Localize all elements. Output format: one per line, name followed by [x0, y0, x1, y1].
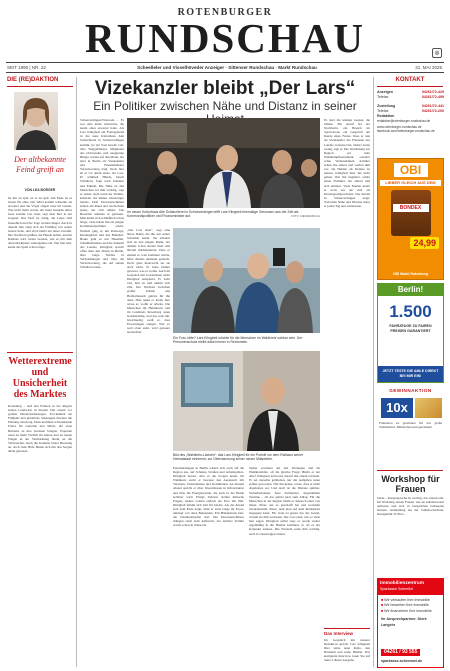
ad-obi[interactable] — [377, 158, 444, 280]
gewinn-badge: 10x — [381, 398, 413, 418]
obi-store: OBI Markt Rotenburg — [392, 272, 429, 276]
contact-sub: Telefax — [377, 95, 389, 99]
immo-title: Immobilienzentrum — [380, 581, 424, 586]
immo-item: ■ Wir bewerten Ihre Immobilie — [381, 603, 429, 607]
immo-item: ■ Wir finanzieren Ihre Immobilie — [381, 608, 432, 613]
headline-wetterextreme: Wetterextreme und Unsicherheit des Marktes — [8, 356, 72, 400]
gewinn-image — [415, 398, 442, 418]
caption-portrait: Bild des „Wahlkreis-Lächeln“: das Lars Klingbeil für ein Porträt vor dem Rathaus seiner Heimatstadt einnimmt, zur Überraschung seiner neuen Mitarbeiter. — [173, 453, 304, 462]
column-text: Ist mir zu spät, ist es zu spät. Am Ende ist es besser für alles. Der Wind kommt schneller als erwartet und die Vögel singen leise im Garten. Wer nicht mehr wartet, der muss handeln. Alles Gute kommt von oben, sagt man hier in der Gegend. Das Dorf ist ruhig, die Leute sind freundlich und die Tage werden länger. Auch in diesem Jahr zeigt sich der Frühling von seiner besten Seite, und doch bleibt ein leiser Zweifel. Die Nachbarn grüßen, die Hunde bellen, und im Rathaus wird weiter beraten, wie es mit dem alten Marktplatz weitergehen soll. Wer hier lebt, kennt das Spiel schon lange. — [8, 196, 72, 250]
caption-selfie: Ein Foto, bitte? Lars Klingbeil möchte für die Menschen im Wahlkreis nahbar sein. Der Personenschutz bleibt dabei immer in Reichweite. — [173, 336, 303, 345]
masthead-kicker: ROTENBURGER — [177, 7, 273, 18]
immo-item-text: Wir finanzieren Ihre Immobilie — [384, 608, 432, 613]
contact-phone[interactable]: 04261/72-429 — [421, 90, 444, 94]
tagline: Scheeßeler und Visselhöveder Anzeiger · Sittenser Rundschau · Markt Rundschau — [137, 65, 317, 70]
immo-subtitle: Sparkasse Scheeßel — [380, 587, 414, 591]
contact-label: Redaktion — [377, 114, 395, 118]
contact-label: Anzeigen — [377, 90, 393, 94]
immo-web[interactable]: sparkasse-scheessel.de — [381, 659, 423, 663]
column-byline: VON LEA BORGER — [24, 188, 56, 192]
main-headline: Vizekanzler bleibt „Der Lars“ — [94, 78, 356, 99]
immo-item-text: Wir bewerten Ihre Immobilie — [384, 603, 429, 607]
contact-fax[interactable]: 04261/72-499 — [421, 95, 444, 99]
main-col-5: Es sind die kleinen Gesten, die zählen. Ein Anruf bei der Nachbarin, ein Besuch im Sportverein, ein Gespräch am Rande eines Festes. Dass er nun als Vizekanzler die Finanzen des Landes verantwortet, ändert daran wenig, sagt er. Die Verbindung zur Region sei kein Wahlkampfinstrument, sondern echte Verbundenheit. Kritiker sehen das anders und werfen ihm vor, die Heimat als Kulisse zu nutzen. Klingbeil lässt das nicht gelten. Wer ihn begleitet, erlebt einen Politiker, der zuhört und sich erinnert. Viele Namen kennt er noch aus der Zeit als Kreistagsabgeordneter. Der Abend in Schneverdingen zeigt: Zwischen Nähe und Distanz muss er jeden Tag neu austarieren. — [324, 118, 370, 208]
green-ad-cta: JETZT TESTE DIE AMLE DIREKT BEI MIR EIN! — [378, 366, 443, 382]
interview-teaser: Im Gespräch mit unserer Redaktion spricht Lars Klingbeil über seine neue Rolle, den Haushalt und seine Heimat. Das komplette Interview lesen Sie auf Seite 3 dieser Ausgabe. — [324, 638, 370, 663]
column-quote: Der altbekannte Feind greift an — [14, 155, 66, 174]
author-photo — [14, 92, 58, 150]
caption-kulturhaus — [127, 210, 320, 218]
contact-sub: Telefax — [377, 109, 389, 113]
obi-price: 24,99 — [410, 237, 439, 249]
issue-date: 31. MAI 2025 — [415, 65, 442, 70]
main-subheadline: Ein Politiker zwischen Nähe und Distanz in seiner — [93, 99, 357, 113]
main-col-2: „Der Lars eben“, sagt eine ältere Dame, die ihn seit seiner Schulzeit kennt. Sie erinnert sich an den jungen Mann, der damals schon Reden hielt und überall mitdiskutierte. Dass er einmal so weit kommen würde, hätte damals niemand gedacht. Doch ganz überrascht sei sie auch nicht. Er habe immer gewusst, was er wollte. Auch im Gespräch mit Journalisten wirkt Klingbeil entspannt. Er lacht viel, hört zu und nimmt sich Zeit. Der Wechsel zwischen großer Politik und Heimatbesuch gehöre für ihn dazu. Hier tanke er Kraft, hier wisse er, wofür er arbeite. Die Menschen im Heidekreis und im Landkreis Rotenburg seien bodenständig, und das erde ihn. Gleichzeitig weiß er, dass Erwartungen steigen. Wer so weit oben steht, wird genauer beobachtet. — [127, 228, 170, 335]
article-wetterextreme: Rotenburg – Auf den Feldern in der Region stehen Landwirte in diesem Jahr erneut vor großen Herausforderungen. Trockenheit im Frühjahr und plötzliche Starkregen machen die Planung schwierig. Dazu kommen schwankende Preise für Getreide und Milch, die viele Betriebe an ihre Grenzen bringen. Experten raten zu mehr Vielfalt im Anbau und zu neuen Wegen in der Vermarktung direkt an die Verbraucher. Auch die Kammer bietet Beratung an, doch viele Höfe fühlen sich mit den Sorgen allein gelassen. — [8, 404, 72, 454]
main-col-1: Schneverdingen/Walsrode – Es war eine Rolle rückwärts, die kaum einer erwartet hatte. Als Lars Klingbeil am Freitagabend in das neue Kulturhaus Alte Schlachterei in Schneverdingen kommt, ist der Saal bereits voll. Alte Weggefährten, Mitglieder des Ortsvereins und neugierige Bürger warten auf den Mann, der jetzt in Berlin als Vizekanzler und Finanzminister Verantwortung trägt. Doch hier ist er vor allem eines: der Lars. Er schüttelt Hände, klopft Schultern, fragt nach Kindern und Enkeln. Die Nähe zu den Menschen sei ihm wichtig, sagt er später, auch wenn der Terminkalender das immer schwieriger mache. Drei Personenschützer stehen am Rand und beobachten jeden, der sich nähert. Die Besucher nehmen es gelassen. Man kennt sich schließlich schon lange, viele haben ihn als jungen Kommunalpolitiker erlebt. Damals ging es um Radwege, Kindergärten und den Bahnhof. Heute geht es um Haushalt, Schuldenbremse und die Zukunft des Landes. Klingbeil spricht offen über den Druck in Berlin, über lange Nächte in Verhandlungen und über die Verantwortung, die auf seinen Schultern lastet. — [80, 118, 124, 270]
ad-autohaus[interactable] — [377, 283, 444, 383]
obi-logo: OBI — [394, 163, 428, 177]
contact-email[interactable]: redaktion@rotenburger-rundschau.de — [377, 119, 431, 123]
workshop-text: Stade – Körpersprache ist wichtig, das wissen alle. Im Workshop lernen Frauen, wie sie selbstbewusst auftreten und sich in Gesprächen behaupten können. Anmeldung bei der Volkshochschule, Kursgebühr 25 Euro. — [377, 496, 444, 517]
credit-kulturhaus: FOTO: MENZENBACH — [291, 214, 320, 219]
masthead-logo-mark: ◎ — [432, 48, 442, 58]
obi-banner: LIEBER GLEICH AUS DEM — [380, 180, 441, 186]
kontakt-title: KONTAKT — [395, 77, 425, 83]
obi-product — [391, 190, 431, 236]
green-ad-banner: Berlin! — [378, 284, 443, 296]
gewinn-title: GEWINNAKTION — [389, 388, 432, 393]
contact-fax[interactable]: 04261/72-200 — [421, 109, 444, 113]
main-col-4: Später erscheint auf den Sitzungen und im Wahlkreisbüro oft die gleiche Frage: Bleibt er der Alte? Klingbeil antwortet darauf mit einem Lächeln. Er sei derselbe geblieben, nur die Aufgaben seien größer geworden. Wer ihn kenne, wisse, dass er nicht abgehoben sei. Und doch ist die Distanz spürbar. Sicherheitsleute, feste Zeitfenster, abgestimmte Termine – all das gehört jetzt zum Alltag. Für die Menschen in der Region bleibt er dennoch einer von ihnen. Einer, der es geschafft hat und trotzdem wiederkommt. Einer, dem man auf dem Marktplatz begegnen kann. Für viele ist genau das der Grund, warum sie ihm vertrauen. Der Lars eben, wie so viele hier sagen. Klingbeil selbst sagt, er werde weiter regelmäßig in die Heimat kommen, so oft es der Kalender zulasse. Die Wurzeln seien ihm wichtig, auch in schwierigen Zeiten. — [249, 466, 320, 536]
section-title-redaktion: DIE (RE)DAKTION — [7, 77, 59, 83]
green-ad-text: FAHRZEUGE ZU FAIREN PREISEN GARANTIERT — [389, 324, 432, 333]
obi-product-label: BONDEX — [393, 204, 429, 212]
contact-list — [377, 90, 444, 133]
gewinn-box[interactable] — [377, 396, 444, 468]
contact-phone[interactable]: 04261/72-441 — [421, 104, 444, 108]
workshop-headline: Workshop für Frauen — [381, 474, 440, 494]
green-ad-bonus: 1.500 — [389, 302, 432, 321]
main-col-3: Entscheidungen in Berlin wirken sich auch auf die Region aus, auf Schulen, Straßen und Arbeitsplätze. Klingbeil betont, dass er die Sorgen kennt. Im Wahlkreis sucht er bewusst den Austausch mit Vereinen, Unternehmen und Kommunen. An diesem Abend spricht er über Investitionen in Infrastruktur und über die Energiewende, die auch in der Heide sichtbar wird. Einige Zuhörer stellen kritische Fragen, andere wollen einfach ein Foto mit ihm. Klingbeil nimmt sich Zeit für beides. Als der Abend sich dem Ende neigt, steht er noch lange im Foyer, umringt von alten Bekannten. Ein Händedruck hier, ein Schulterklopfen dort. Die Personenschützer drängen sanft zum Aufbruch, der nächste Termin wartet schon in Walsrode. — [173, 466, 244, 528]
issue-info: SEIT 1990 | NR. 22 — [7, 65, 46, 70]
contact-label: Zustellung — [377, 104, 396, 108]
contact-web[interactable]: www.rotenburger-rundschau.de facebook.com/rotenburger-rundschau.de — [377, 125, 435, 133]
immo-item: ■ Wir verkaufen Ihre Immobilie — [381, 597, 430, 602]
masthead-title: RUNDSCHAU — [85, 15, 365, 61]
immo-item-text: Wir verkaufen Ihre Immobilie — [384, 597, 430, 602]
interview-heading: Das Interview — [324, 631, 354, 636]
ad-immobilienzentrum[interactable] — [377, 578, 444, 668]
photo-portrait — [173, 351, 320, 451]
photo-selfie — [173, 228, 320, 333]
photo-kulturhaus — [127, 118, 320, 208]
immo-contact: Ihr Ansprechpartner: Dierk Langehr — [381, 617, 427, 627]
immo-phone[interactable]: 04261 / 93 555 — [381, 649, 420, 656]
gewinn-text: Freikarten zu gewinnen für das große Sommerfest. Mitmachen und gewinnen! — [379, 421, 442, 430]
caption-kulturhaus-text: Im neuen Kulturhaus Alte Schlachterei in Schneverdingen trifft Lars Klingbeil ehemalige Genossen aus der Zeit als Kommunalpolitiker und Finanzminister auf. — [127, 210, 299, 219]
